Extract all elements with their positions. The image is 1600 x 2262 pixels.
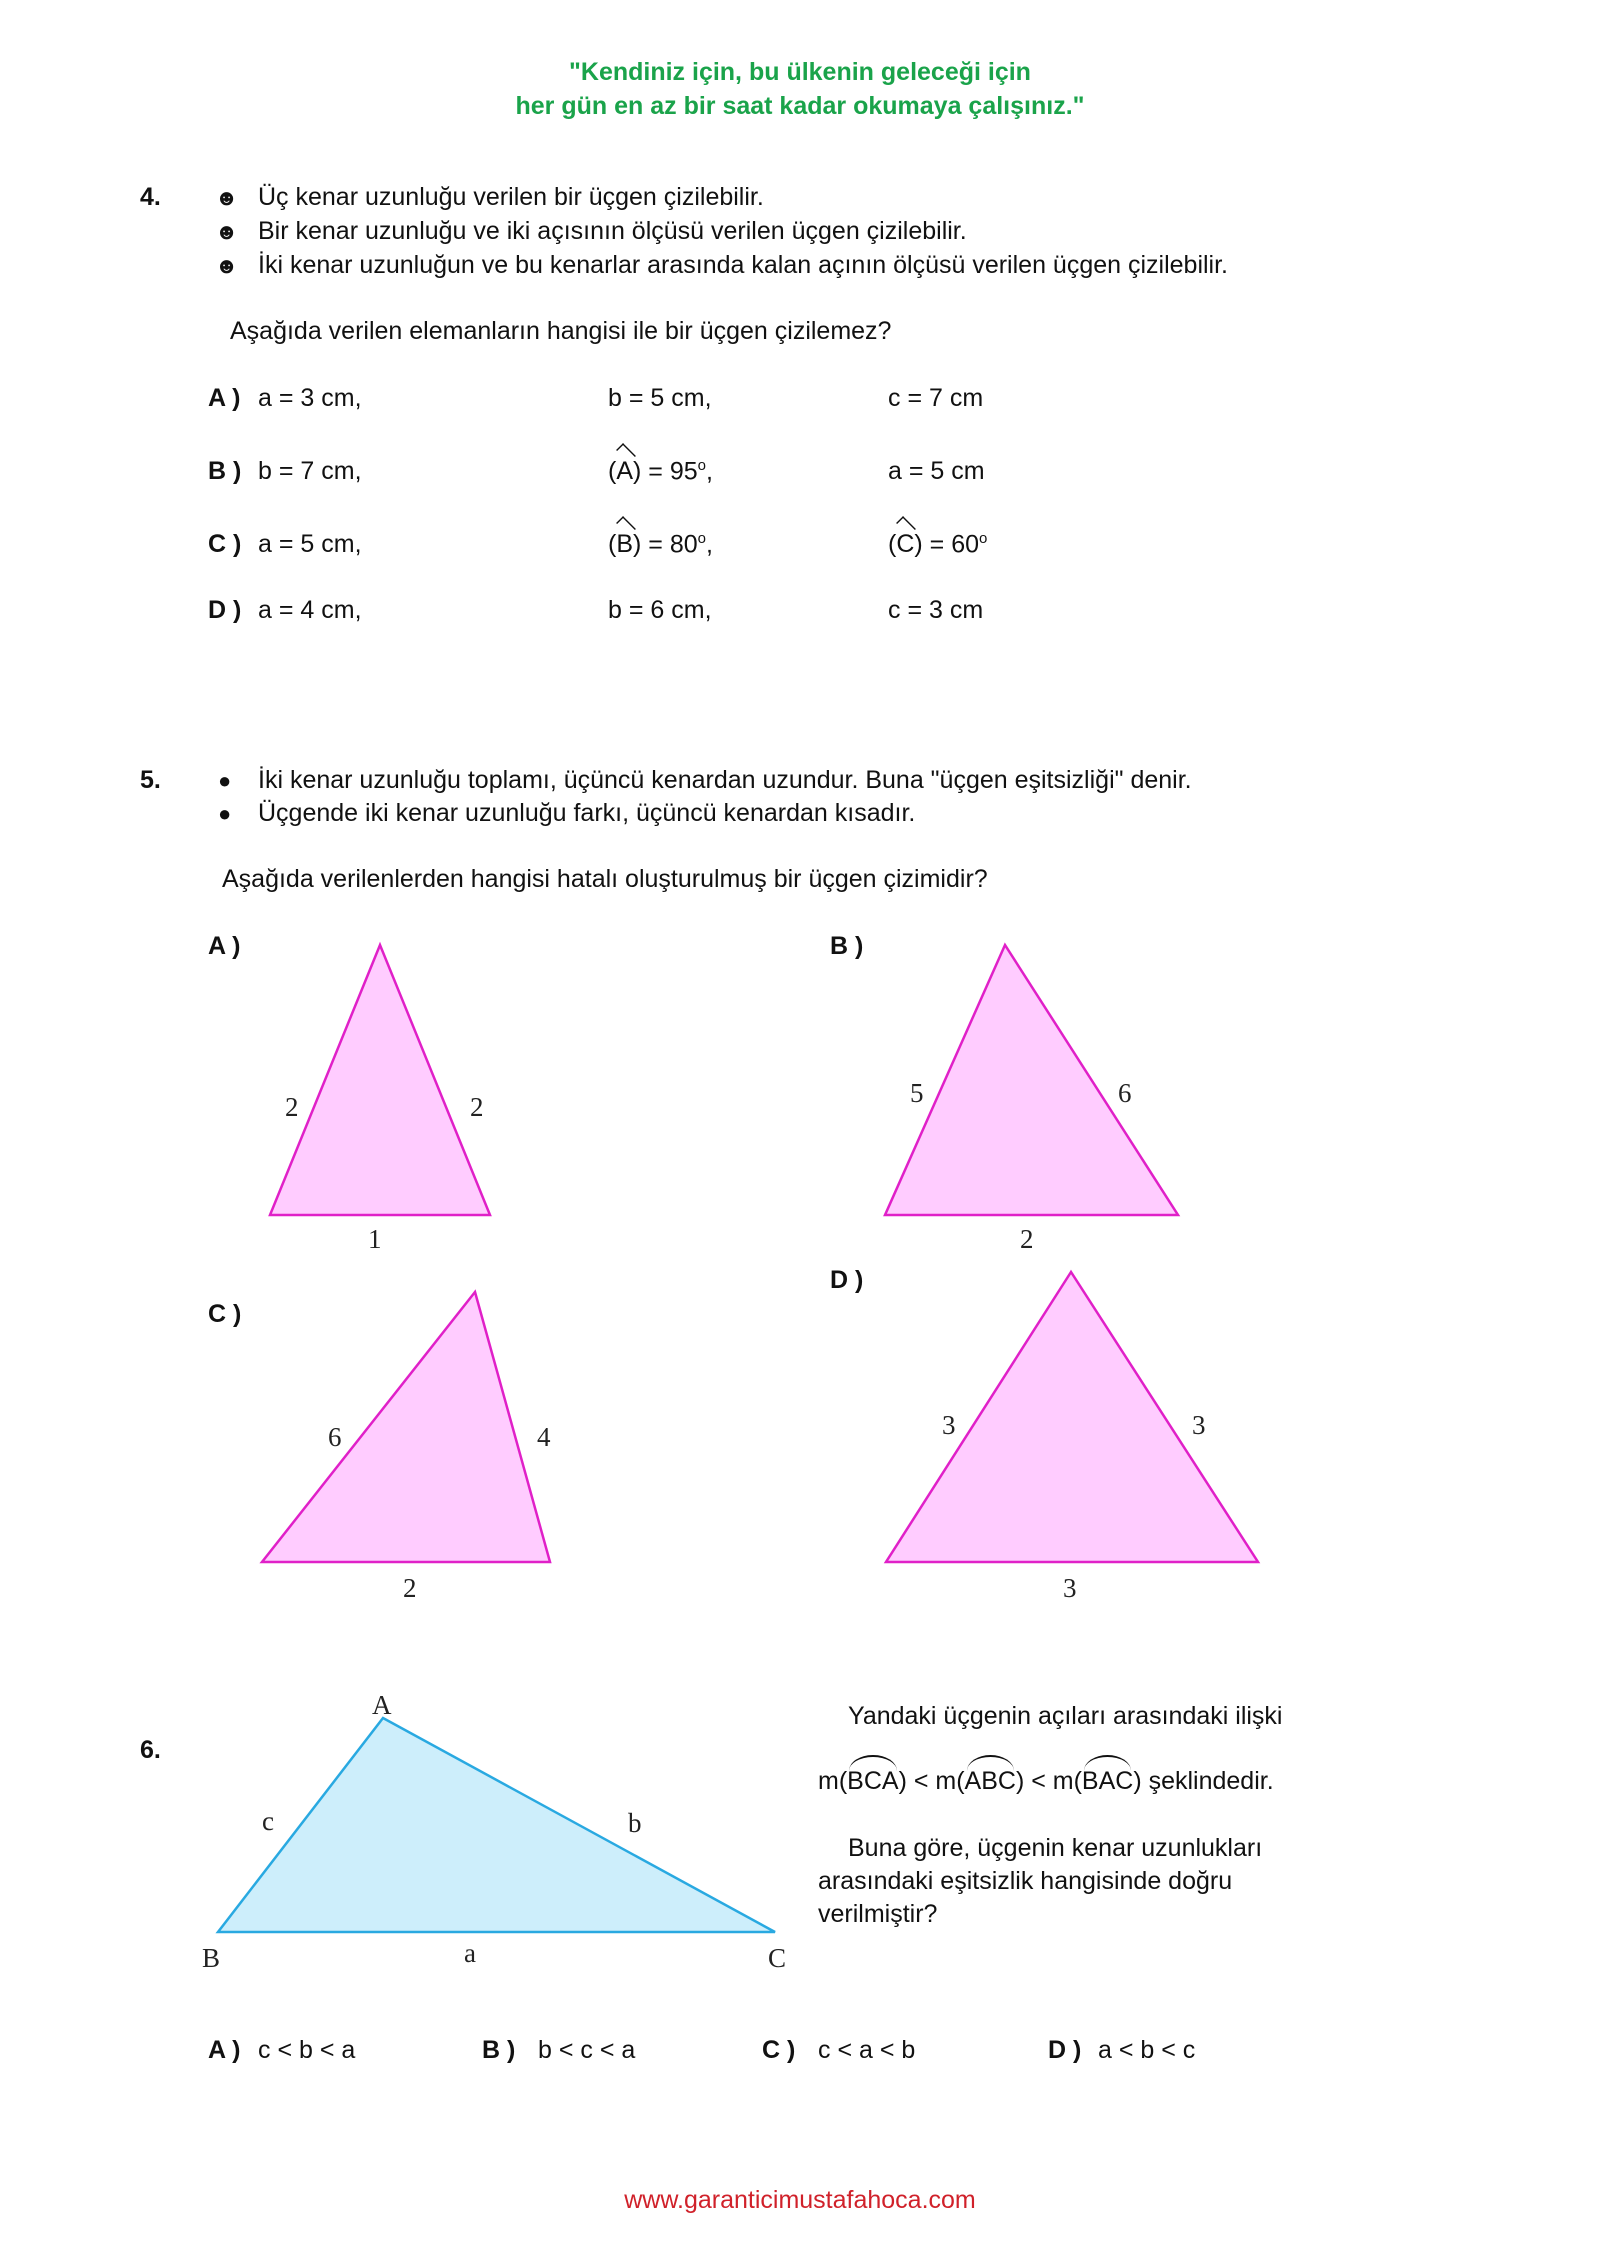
side-label-bottom: 1 <box>368 1224 382 1254</box>
side-label-b: b <box>628 1808 642 1838</box>
footer-url[interactable]: www.garanticimustafahoca.com <box>624 2186 976 2214</box>
question-number: 5. <box>140 766 161 794</box>
option-value: b = 5 cm, <box>608 384 712 412</box>
triangle-abc-figure <box>0 1680 820 1980</box>
question-text: Aşağıda verilen elemanların hangisi ile bir üçgen çizilemez? <box>230 317 892 345</box>
option-d-label[interactable]: D ) <box>208 596 242 624</box>
side-label-c: c <box>262 1806 274 1836</box>
smiley-bullet-icon: ☻ <box>215 185 239 210</box>
question-text: Aşağıda verilenlerden hangisi hatalı oluşturulmuş bir üçgen çizimidir? <box>222 865 988 893</box>
smiley-bullet-icon: ☻ <box>215 219 239 244</box>
side-label-right: 4 <box>537 1422 551 1452</box>
vertex-label-b: B <box>202 1943 221 1973</box>
dot-bullet-icon: ● <box>218 768 232 793</box>
option-value: b = 7 cm, <box>258 457 362 485</box>
angle-value: $(C) = 60^o$ <box>888 530 988 559</box>
angle-bca: BCA <box>847 1767 899 1795</box>
side-label-left: 5 <box>910 1078 924 1108</box>
premise-text: İki kenar uzunluğun ve bu kenarlar arasında kalan açının ölçüsü verilen üçgen çizilebilir. <box>258 251 1229 279</box>
option-value: a < b < c <box>1098 2036 1196 2064</box>
question-text: Buna göre, üçgenin kenar uzunlukları <box>848 1834 1263 1862</box>
angle-relation: m(BCA) < m(ABC) < m(BAC) şeklindedir. <box>818 1767 1274 1795</box>
triangle-c[interactable] <box>262 1292 550 1562</box>
dot-bullet-icon: ● <box>218 801 232 826</box>
option-b-label[interactable]: B ) <box>830 932 864 960</box>
option-d-label[interactable]: D ) <box>830 1266 864 1294</box>
option-a-label[interactable]: A ) <box>208 2036 241 2064</box>
angle-symbol: (B) <box>608 530 642 559</box>
side-label-bottom: 3 <box>1063 1573 1077 1603</box>
option-value: a = 5 cm, <box>258 530 362 558</box>
triangle-abc <box>218 1718 775 1932</box>
side-label-right: 3 <box>1192 1410 1206 1440</box>
side-label-bottom: 2 <box>1020 1224 1034 1254</box>
option-value: b < c < a <box>538 2036 636 2064</box>
angle-symbol: (A) <box>608 457 642 486</box>
vertex-label-a: A <box>372 1690 392 1720</box>
question-number: 6. <box>140 1736 161 1764</box>
quote-line-1: "Kendiniz için, bu ülkenin geleceği için <box>569 58 1031 86</box>
option-c-label[interactable]: C ) <box>208 530 242 558</box>
option-value: a = 5 cm <box>888 457 985 485</box>
option-value: c = 3 cm <box>888 596 984 624</box>
option-value: c = 7 cm <box>888 384 984 412</box>
option-a-label[interactable]: A ) <box>208 384 241 412</box>
premise-text: Üç kenar uzunluğu verilen bir üçgen çizilebilir. <box>258 183 764 211</box>
option-value: b = 6 cm, <box>608 596 712 624</box>
option-c-label[interactable]: C ) <box>208 1300 242 1328</box>
quote-line-2: her gün en az bir saat kadar okumaya çalışınız." <box>515 92 1085 120</box>
option-c-label[interactable]: C ) <box>762 2036 796 2064</box>
premise-text: Bir kenar uzunluğu ve iki açısının ölçüsü verilen üçgen çizilebilir. <box>258 217 967 245</box>
question-number: 4. <box>140 183 161 211</box>
option-b-label[interactable]: B ) <box>208 457 242 485</box>
side-label-left: 3 <box>942 1410 956 1440</box>
triangle-b[interactable] <box>885 945 1178 1215</box>
triangle-a[interactable] <box>270 945 490 1215</box>
angle-abc: ABC <box>964 1767 1016 1795</box>
option-value: a = 4 cm, <box>258 596 362 624</box>
vertex-label-c: C <box>768 1943 787 1973</box>
side-label-right: 2 <box>470 1092 484 1122</box>
angle-symbol: (C) <box>888 530 923 559</box>
premise-text: İki kenar uzunluğu toplamı, üçüncü kenardan uzundur. Buna "üçgen eşitsizliği" denir. <box>258 766 1192 794</box>
smiley-bullet-icon: ☻ <box>215 253 239 278</box>
premise-text: Üçgende iki kenar uzunluğu farkı, üçüncü kenardan kısadır. <box>258 799 916 827</box>
angle-value: $(B) = 80^o$, <box>608 530 713 559</box>
option-value: c < b < a <box>258 2036 356 2064</box>
option-value: a = 3 cm, <box>258 384 362 412</box>
option-d-label[interactable]: D ) <box>1048 2036 1082 2064</box>
option-b-label[interactable]: B ) <box>482 2036 516 2064</box>
question-text: arasındaki eşitsizlik hangisinde doğru <box>818 1867 1233 1895</box>
side-label-a: a <box>464 1938 476 1968</box>
side-label-left: 2 <box>285 1092 299 1122</box>
question-text: verilmiştir? <box>818 1900 938 1928</box>
side-label-left: 6 <box>328 1422 342 1452</box>
side-label-right: 6 <box>1118 1078 1132 1108</box>
option-value: c < a < b <box>818 2036 916 2064</box>
side-label-bottom: 2 <box>403 1573 417 1603</box>
angle-value: $(A) = 95^o$, <box>608 457 713 486</box>
angle-bac: BAC <box>1081 1767 1134 1795</box>
relation-intro: Yandaki üçgenin açıları arasındaki ilişki <box>848 1702 1283 1730</box>
option-a-label[interactable]: A ) <box>208 932 241 960</box>
